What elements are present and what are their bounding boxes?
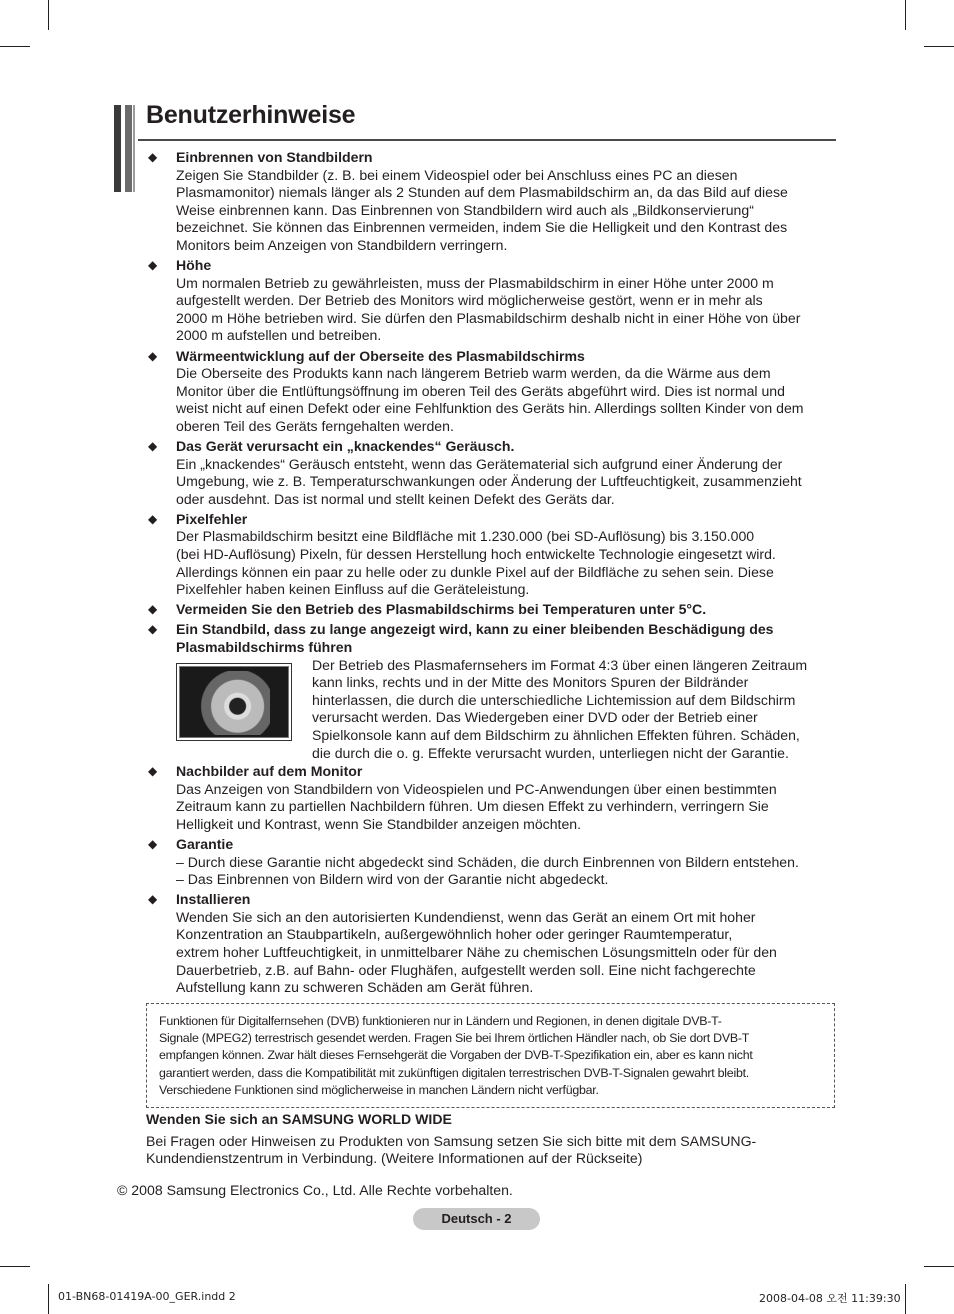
crop-mark: [48, 0, 49, 30]
list-item: [146, 836, 836, 889]
crop-mark: [905, 1284, 906, 1314]
list-item: [146, 257, 836, 345]
bullet-icon: ◆: [148, 439, 158, 453]
notes-content: [146, 149, 836, 999]
item-title: Das Gerät verursacht ein „knackendes“ Geräusch.: [176, 438, 515, 454]
bullet-icon: ◆: [148, 892, 158, 907]
bullet-icon: ◆: [148, 622, 158, 637]
list-item: [146, 601, 836, 619]
list-item: [146, 763, 836, 833]
item-title: Höhe: [176, 257, 212, 274]
crop-mark: [924, 46, 954, 47]
item-text: Ein „knackendes“ Geräusch entsteht, wenn das Gerätematerial sich aufgrund einer Änderung der Umgebung, wie z. B. Temperaturschwankungen oder Änderung der Luftfeuchtigkeit, zusammenzieht oder ausdehnt. Das ist normal und stellt keinen Defekt des Geräts dar.: [176, 455, 802, 507]
item-text: Der Betrieb des Plasmafernsehers im Format 4:3 über einen längeren Zeitraum kann links, rechts und in der Mitte des Monitors Spuren der Bildränder hinterlassen, die durch die unterschiedliche Lichtemission auf dem Bildschirm verursacht werden. Das Wiedergeben einer DVD oder der Betrieb einer Spielkonsole kann auf dem Bildschirm zu ähnlichen Effekten führen. Schäden, die durch die o. g. Effekte verursacht wurden, unterliegen nicht der Garantie.: [312, 656, 808, 761]
title-rule: [138, 139, 836, 141]
item-title: Installieren: [176, 891, 251, 908]
item-title: Pixelfehler: [176, 510, 248, 527]
bullet-icon: ◆: [148, 837, 158, 851]
crop-mark: [924, 1266, 954, 1267]
item-text: – Durch diese Garantie nicht abgedeckt sind Schäden, die durch Einbrennen von Bildern entstehen. – Das Einbrennen von Bildern wird von der Garantie nicht abgedeckt.: [176, 853, 799, 888]
copyright-text: © 2008 Samsung Electronics Co., Ltd. Alle Rechte vorbehalten.: [117, 1182, 513, 1198]
list-item: [146, 348, 836, 436]
item-title: Garantie: [176, 836, 234, 852]
notes-list: [146, 149, 836, 619]
list-item: [146, 511, 836, 599]
list-item-standbild: [146, 621, 836, 760]
sunflower-photo-icon: [176, 663, 292, 741]
standbild-row: [176, 657, 836, 761]
bullet-icon: ◆: [148, 150, 158, 164]
item-text: Zeigen Sie Standbilder (z. B. bei einem Videospiel oder bei Anschluss eines PC an diesen Plasmamonitor) niemals länger als 2 Stunden auf dem Plasmabildschirm an, da das Bild auf diese Weise einbrennen kann. Das Einbrennen von Standbildern wird auch als „Bildkonservierung“ bezeichnet. Sie können das Einbrennen vermeiden, indem Sie die Helligkeit und den Kontrast des Monitors beim Anzeigen von Standbildern verringern.: [176, 166, 788, 253]
crop-mark: [48, 1284, 49, 1314]
crop-mark: [0, 46, 30, 47]
bullet-icon: ◆: [148, 258, 158, 273]
list-item: [146, 438, 836, 508]
item-text: Das Anzeigen von Standbildern von Videospielen und PC-Anwendungen über einen bestimmten Zeitraum kann zu partiellen Nachbildern führen. Um diesen Effekt zu verhindern, verringern Sie Helligkeit und Kontrast, wenn Sie Standbilder anzeigen möchten.: [176, 780, 777, 832]
list-item: [146, 149, 836, 255]
item-title: Vermeiden Sie den Betrieb des Plasmabildschirms bei Temperaturen unter 5°C.: [176, 601, 707, 618]
bullet-icon: ◆: [148, 511, 158, 526]
bullet-icon: ◆: [148, 348, 158, 363]
item-text: Wenden Sie sich an den autorisierten Kundendienst, wenn das Gerät an einem Ort mit hoher Konzentration an Staubpartikeln, außergewöhnlich hoher oder geringer Raumtemperatur, extrem hoher Luftfeuchtigkeit, in unmittelbarer Nähe zu chemischen Lösungsmitteln oder für den Dauerbetrieb, z.B. auf Bahn- oder Flughäfen, aufgestellt werden soll. Eine nicht fachgerechte Aufstellung kann zu schweren Schäden am Gerät führen.: [176, 908, 777, 996]
item-text: Um normalen Betrieb zu gewährleisten, muss der Plasmabildschirm in einer Höhe unter 2000 m aufgestellt werden. Der Betrieb des Monitors wird möglicherweise gestört, wenn er in mehr als 2000 m Höhe betrieben wird. Sie dürfen den Plasmabildschirm deshalb nicht in einer Höhe von über 2000 m aufstellen und betreiben.: [176, 274, 801, 344]
print-slug-right: 2008-04-08 오전 11:39:30: [759, 1292, 901, 1305]
item-title: Einbrennen von Standbildern: [176, 149, 373, 165]
notes-list: [146, 763, 836, 997]
contact-heading: Wenden Sie sich an SAMSUNG WORLD WIDE: [146, 1111, 452, 1127]
dvb-note-box: Funktionen für Digitalfernsehen (DVB) funktionieren nur in Ländern und Regionen, in denen digitale DVB-T- Signale (MPEG2) terrestrisch gesendet werden. Fragen Sie bei Ihrem örtlichen Händler nach, ob Sie dort DVB-T empfangen können. Zwar hält dieses Fernsehgerät die Vorgaben der DVB-T-Spezifikation ein, aber es kann nicht garantiert werden, dass die Kompatibilität mit zukünftigen digitalen terrestrischen DVB-T-Signalen gewahrt bleibt. Verschiedene Funktionen sind möglicherweise in manchen Ländern nicht verfügbar.: [146, 1003, 835, 1108]
print-slug-left: 01-BN68-01419A-00_GER.indd 2: [58, 1290, 236, 1303]
item-title: Nachbilder auf dem Monitor: [176, 763, 363, 780]
crop-mark: [905, 0, 906, 30]
contact-section: Wenden Sie sich an SAMSUNG WORLD WIDE Bei Fragen oder Hinweisen zu Produkten von Samsung setzen Sie sich bitte mit dem SAMSUNG- Kundendienstzentrum in Verbindung. (Weitere Informationen auf der Rückseite): [146, 1111, 836, 1168]
item-text: Die Oberseite des Produkts kann nach längerem Betrieb warm werden, da die Wärme aus dem Monitor über die Entlüftungsöffnung im oberen Teil des Geräts abgeführt wird. Dies ist normal und weist nicht auf einen Defekt oder eine Fehlfunktion des Geräts hin. Allerdings sollten Kinder von dem oberen Teil des Geräts ferngehalten werden.: [176, 365, 804, 434]
bullet-icon: ◆: [148, 764, 158, 779]
item-text: Der Plasmabildschirm besitzt eine Bildfläche mit 1.230.000 (bei SD-Auflösung) bis 3.150.000 (bei HD-Auflösung) Pixeln, für dessen Herstellung hoch entwickelte Technologie eingesetzt wird. Allerdings können ein paar zu helle oder zu dunkle Pixel auf der Bildfläche zu sehen sein. Diese Pixelfehler haben keinen Einfluss auf die Geräteleistung.: [176, 528, 776, 598]
bullet-icon: ◆: [148, 602, 158, 617]
page-title: Benutzerhinweise: [146, 101, 356, 129]
crop-mark: [0, 1266, 30, 1267]
list-item: [146, 891, 836, 997]
item-title: Wärmeentwicklung auf der Oberseite des Plasmabildschirms: [176, 347, 585, 364]
item-title: Ein Standbild, dass zu lange angezeigt wird, kann zu einer bleibenden Beschädigung des Plasmabildschirms führen: [176, 621, 774, 656]
page-number-badge: Deutsch - 2: [413, 1208, 540, 1230]
